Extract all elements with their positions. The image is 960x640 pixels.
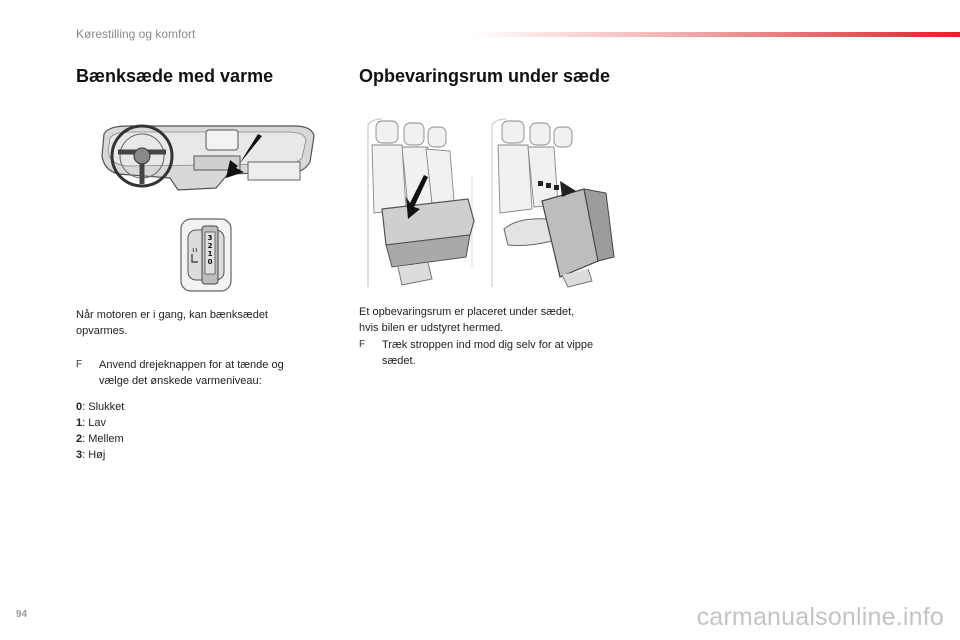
intro-line: hvis bilen er udstyret hermed. <box>359 322 504 334</box>
instruction-line: vælge det ønskede varmeniveau: <box>99 375 262 387</box>
heated-bench-instruction <box>76 357 336 389</box>
heat-knob-illustration <box>180 218 232 292</box>
instruction-line: Træk stroppen ind mod dig selv for at vippe <box>382 339 594 351</box>
knob-mark-3: 3 <box>207 234 213 242</box>
storage-instruction <box>359 337 639 369</box>
seat-upright-illustration <box>362 117 482 291</box>
heading-storage-under-seat: Opbevaringsrum under sæde <box>359 66 611 86</box>
dashboard-illustration <box>98 122 320 198</box>
heat-level-item: 1: Lav <box>76 417 106 429</box>
section-title: Kørestilling og komfort <box>76 27 196 41</box>
intro-line: Et opbevaringsrum er placeret under sædet, <box>359 306 575 318</box>
heat-level-item: 3: Høj <box>76 449 106 461</box>
heat-level-item: 0: Slukket <box>76 401 125 413</box>
seat-tilted-illustration <box>488 117 616 291</box>
knob-mark-1: 1 <box>207 250 213 258</box>
bullet-marker: F <box>76 359 83 370</box>
knob-mark-0: 0 <box>207 258 213 266</box>
instruction-line: Anvend drejeknappen for at tænde og <box>99 359 284 371</box>
header-accent-bar <box>470 32 960 37</box>
heat-levels-list <box>76 399 124 463</box>
watermark: carmanualsonline.info <box>696 603 944 631</box>
knob-mark-2: 2 <box>207 242 213 250</box>
intro-line: Når motoren er i gang, kan bænksædet <box>76 309 268 321</box>
intro-line: opvarmes. <box>76 325 128 337</box>
bullet-marker: F <box>359 339 366 350</box>
heading-heated-bench: Bænksæde med varme <box>76 66 274 86</box>
storage-intro <box>359 304 574 336</box>
page-number: 94 <box>16 609 28 620</box>
heat-level-item: 2: Mellem <box>76 433 124 445</box>
heated-bench-intro <box>76 307 268 339</box>
instruction-line: sædet. <box>382 355 416 367</box>
